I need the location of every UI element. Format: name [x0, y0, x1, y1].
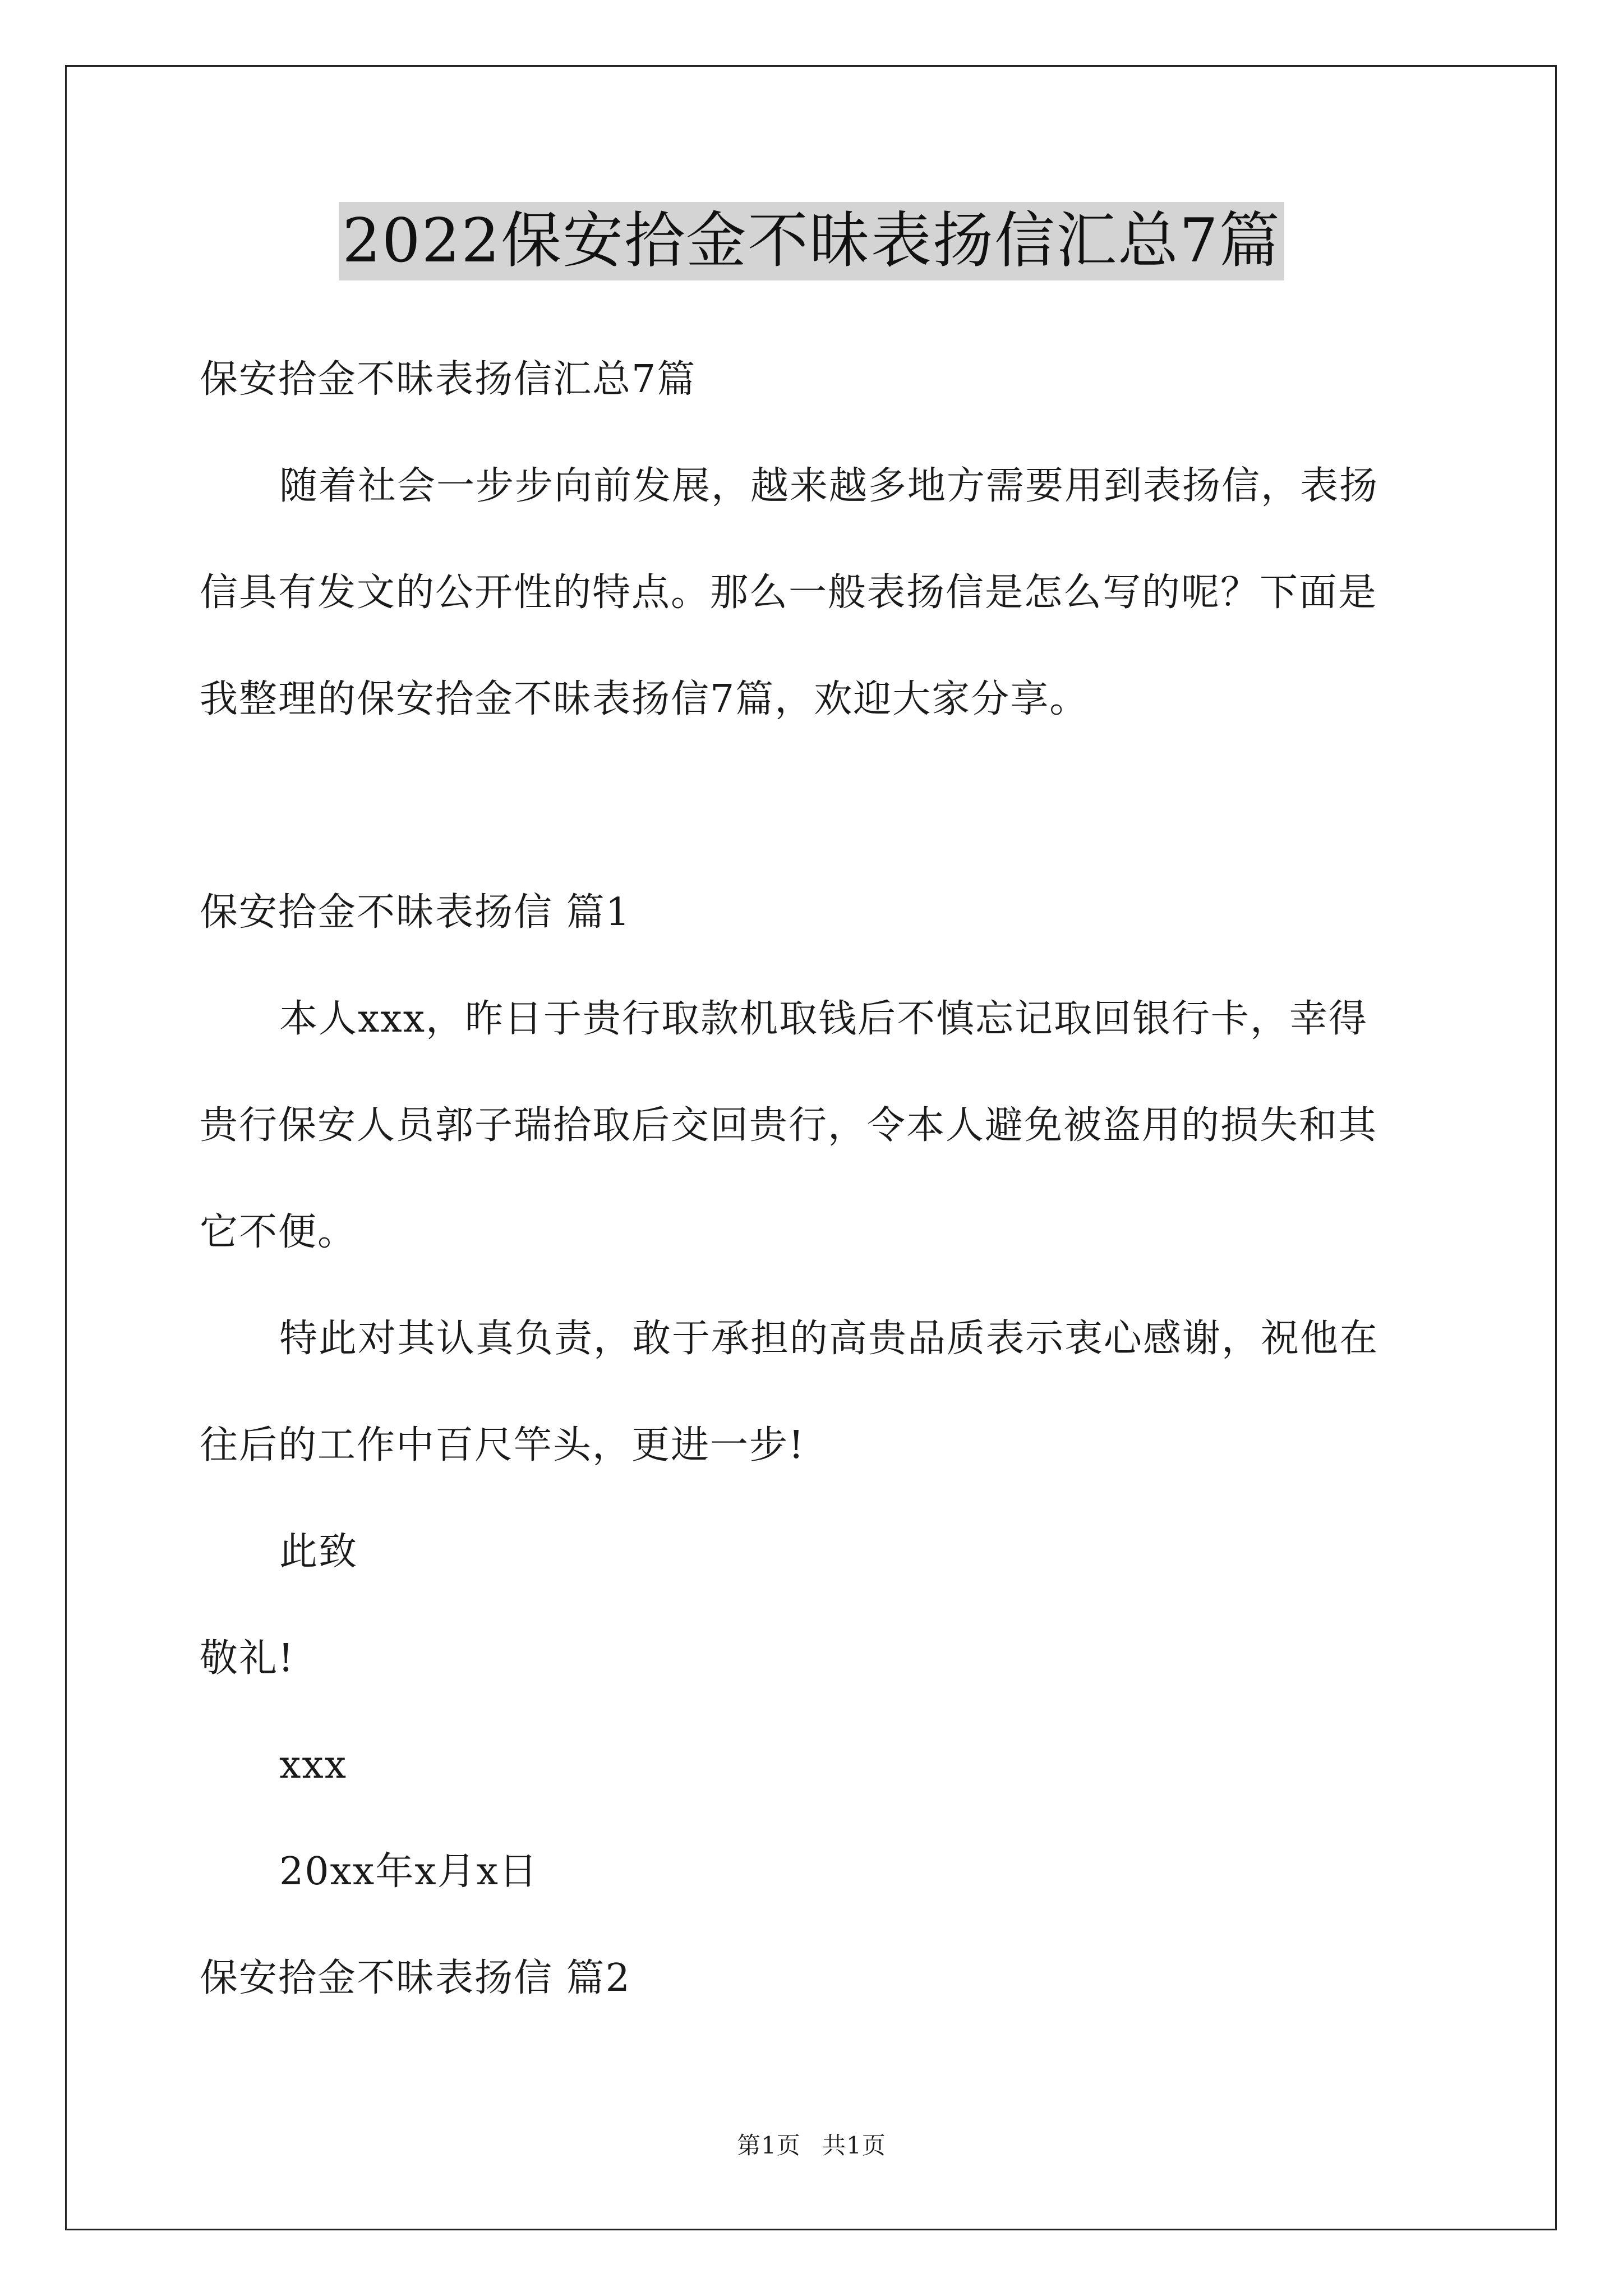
section-1-para-2-line-2: 往后的工作中百尺竿头，更进一步! [200, 1423, 805, 1467]
page-number-current: 第1页 [737, 2132, 801, 2159]
title-container [0, 202, 1623, 280]
document-title: 2022保安拾金不昧表扬信汇总7篇 [339, 202, 1284, 280]
section-1-para-2-line-1: 特此对其认真负责，敢于承担的高贵品质表示衷心感谢，祝他在 [279, 1317, 1379, 1361]
section-1-para-1-line-2: 贵行保安人员郭子瑞拾取后交回贵行，令本人避免被盗用的损失和其 [200, 1103, 1378, 1148]
intro-line-2: 信具有发文的公开性的特点。那么一般表扬信是怎么写的呢？下面是 [200, 570, 1378, 615]
page-footer [0, 2129, 1623, 2162]
document-subtitle: 保安拾金不昧表扬信汇总7篇 [200, 357, 697, 402]
page-number-total: 共1页 [822, 2132, 886, 2159]
section-1-heading: 保安拾金不昧表扬信 篇1 [200, 890, 631, 935]
salutation: 此致 [279, 1530, 358, 1574]
intro-line-3: 我整理的保安拾金不昧表扬信7篇，欢迎大家分享。 [200, 677, 1089, 721]
section-1-para-1-line-1: 本人xxx，昨日于贵行取款机取钱后不慎忘记取回银行卡，幸得 [279, 997, 1368, 1041]
signature: xxx [279, 1743, 348, 1787]
regards: 敬礼! [200, 1636, 295, 1681]
letter-date: 20xx年x月x日 [279, 1849, 538, 1894]
section-1-para-1-line-3: 它不便。 [200, 1210, 357, 1254]
intro-line-1: 随着社会一步步向前发展，越来越多地方需要用到表扬信，表扬 [279, 464, 1379, 508]
section-2-heading: 保安拾金不昧表扬信 篇2 [200, 1956, 631, 2000]
